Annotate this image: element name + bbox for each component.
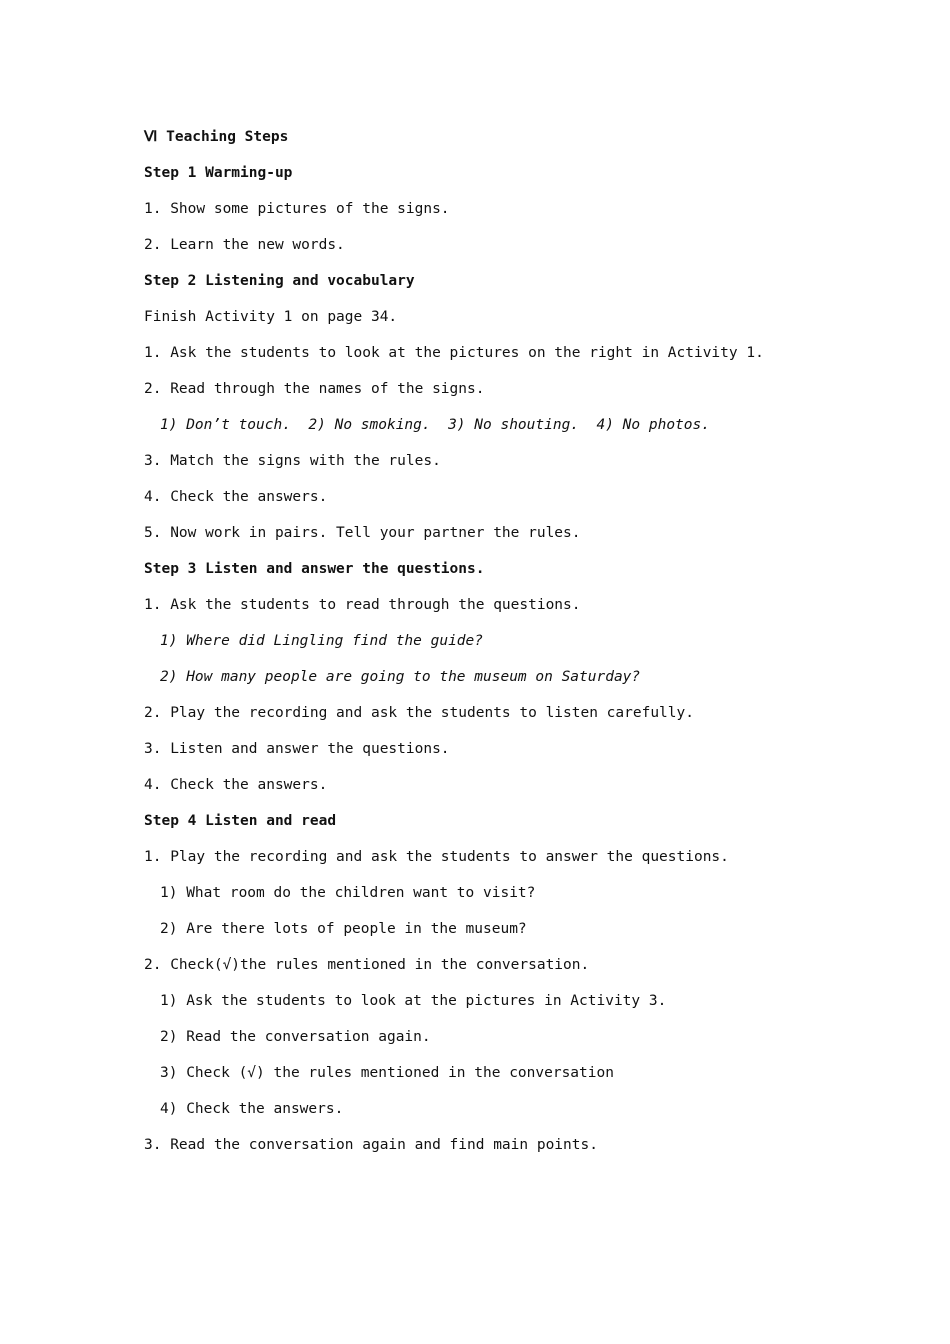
list-item: 3. Match the signs with the rules. bbox=[144, 453, 441, 469]
list-item: 4. Check the answers. bbox=[144, 489, 328, 505]
section-heading: Ⅵ Teaching Steps bbox=[144, 129, 289, 145]
list-item: 2. Learn the new words. bbox=[144, 237, 345, 253]
list-item: 2. Read through the names of the signs. bbox=[144, 381, 485, 397]
sub-item: 4) Check the answers. bbox=[160, 1101, 344, 1117]
list-item: 2. Play the recording and ask the students to listen carefully. bbox=[144, 705, 694, 721]
sub-item: 2) Are there lots of people in the museum? bbox=[160, 921, 527, 937]
list-item: 1. Ask the students to read through the questions. bbox=[144, 597, 581, 613]
sign-names: 1) Don’t touch. 2) No smoking. 3) No shouting. 4) No photos. bbox=[160, 417, 710, 433]
sub-item: 1) Ask the students to look at the pictures in Activity 3. bbox=[160, 993, 667, 1009]
list-item: 5. Now work in pairs. Tell your partner the rules. bbox=[144, 525, 581, 541]
question-item: 2) How many people are going to the museum on Saturday? bbox=[160, 669, 641, 685]
sub-item: 2) Read the conversation again. bbox=[160, 1029, 431, 1045]
list-item: 1. Show some pictures of the signs. bbox=[144, 201, 450, 217]
list-item: 1. Play the recording and ask the students to answer the questions. bbox=[144, 849, 729, 865]
step1-title: Step 1 Warming-up bbox=[144, 165, 293, 181]
step2-title: Step 2 Listening and vocabulary bbox=[144, 273, 415, 289]
step3-title: Step 3 Listen and answer the questions. bbox=[144, 561, 485, 577]
list-item: 1. Ask the students to look at the pictures on the right in Activity 1. bbox=[144, 345, 764, 361]
list-item: 3. Listen and answer the questions. bbox=[144, 741, 450, 757]
question-item: 1) Where did Lingling find the guide? bbox=[160, 633, 484, 649]
step4-title: Step 4 Listen and read bbox=[144, 813, 337, 829]
list-item: 4. Check the answers. bbox=[144, 777, 328, 793]
list-item: 2. Check(√)the rules mentioned in the conversation. bbox=[144, 957, 590, 973]
step2-intro: Finish Activity 1 on page 34. bbox=[144, 309, 398, 325]
sub-item: 3) Check (√) the rules mentioned in the conversation bbox=[160, 1065, 614, 1081]
sub-item: 1) What room do the children want to visit? bbox=[160, 885, 536, 901]
list-item: 3. Read the conversation again and find main points. bbox=[144, 1137, 598, 1153]
